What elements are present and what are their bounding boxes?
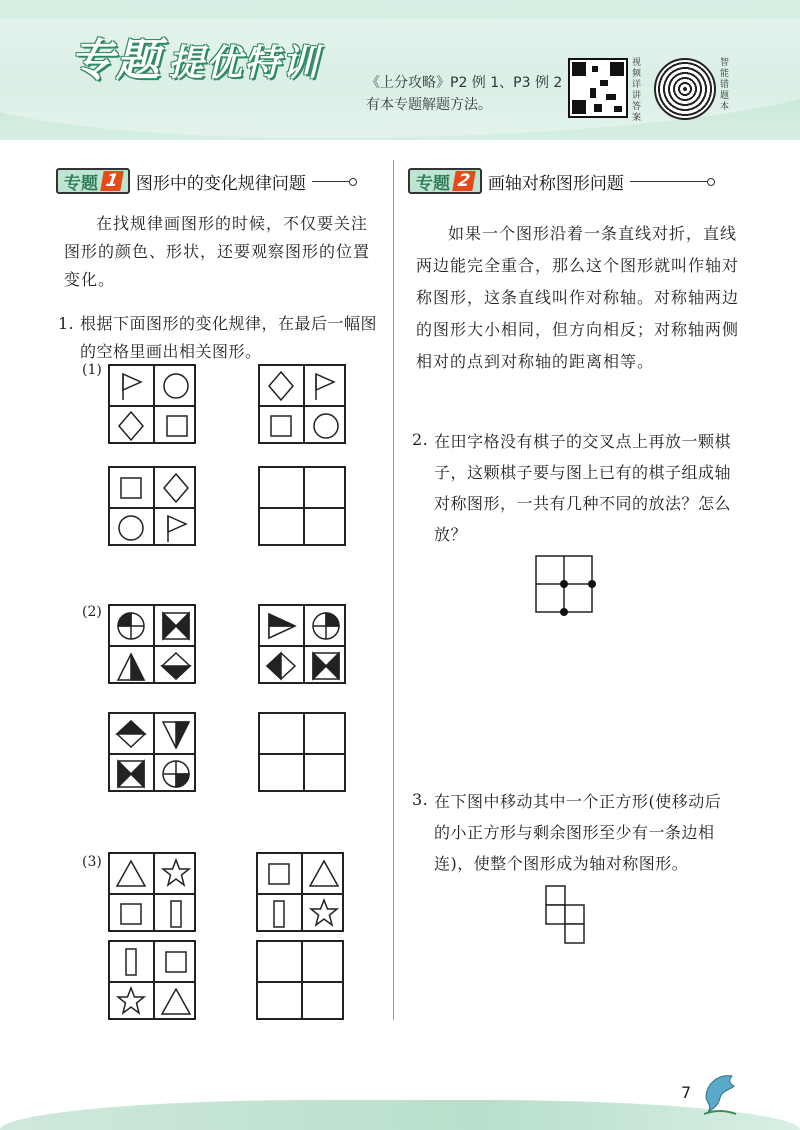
grid-2b — [258, 604, 346, 684]
split-triangle-shape — [269, 614, 295, 638]
topic1-tag — [56, 168, 130, 194]
crossed-square-shape — [163, 613, 189, 639]
star-shape — [163, 860, 189, 885]
footer-band — [0, 1100, 800, 1130]
quarter-circle-shape — [313, 613, 339, 639]
grid-3c — [108, 940, 196, 1020]
square-figure[interactable] — [544, 884, 588, 944]
banner-title — [70, 24, 320, 88]
grid-1c — [108, 466, 196, 546]
topic1-tag-text: 专题 — [64, 173, 98, 194]
triangle-shape — [117, 861, 145, 886]
answer-grid-1[interactable] — [258, 466, 346, 546]
topic1-intro: 在找规律画图形的时候，不仅要关注图形的颜色、形状，还要观察图形的位置变化。 — [64, 214, 371, 289]
small-square — [546, 905, 565, 924]
topic2-num: 2 — [452, 171, 475, 191]
small-square — [546, 886, 565, 905]
rectangle-shape — [274, 901, 284, 927]
small-square — [565, 924, 584, 943]
chess-piece — [588, 580, 596, 588]
square-shape — [121, 478, 141, 498]
grid-1a — [108, 364, 196, 444]
app-label: 智能错题本 — [720, 58, 730, 112]
quarter-circle-shape — [163, 761, 189, 787]
chess-piece — [560, 580, 568, 588]
q1-text: 根据下面图形的变化规律，在最后一幅图的空格里画出相关图形。 — [80, 314, 378, 361]
triangle-shape — [162, 989, 190, 1014]
small-square — [565, 905, 584, 924]
square-shape — [271, 416, 291, 436]
circle-shape — [119, 516, 143, 540]
sub-question-3-label: (3) — [82, 854, 102, 870]
banner-note: 《上分攻略》P2 例 1、P3 例 2 有本专题解题方法。 — [366, 75, 563, 113]
banner-title-main: 专题 — [70, 35, 162, 86]
square-shape — [167, 416, 187, 436]
rectangle-shape — [171, 901, 181, 927]
star-shape — [311, 900, 337, 925]
quarter-circle-shape — [118, 613, 144, 639]
diamond-shape — [119, 412, 143, 440]
answer-grid-3[interactable] — [256, 940, 344, 1020]
column-divider — [393, 160, 394, 1020]
topic2-line — [630, 181, 710, 182]
topic2-title: 画轴对称图形问题 — [487, 173, 624, 194]
topic1-num: 1 — [100, 171, 123, 191]
sub-question-1-label: (1) — [82, 362, 102, 378]
diamond-shape — [164, 474, 188, 502]
crossed-square-shape — [118, 761, 144, 787]
sub-question-2-label: (2) — [82, 604, 102, 620]
q3-number: 3. — [412, 790, 429, 809]
topic2-tag — [408, 168, 482, 194]
flag-shape — [316, 374, 334, 400]
grid-3b — [256, 852, 344, 932]
chess-piece — [560, 608, 568, 616]
diamond-shape — [269, 372, 293, 400]
q2-text: 在田字格没有棋子的交叉点上再放一颗棋子，这颗棋子要与图上已有的棋子组成轴对称图形，一共有几种不同的放法？怎么放？ — [434, 432, 732, 544]
qr-code-icon[interactable] — [568, 58, 628, 118]
topic2-intro: 如果一个图形沿着一条直线对折，直线两边能完全重合，那么这个图形就叫作轴对称图形，这条直线叫作对称轴。对称轴两边的图形大小相同，但方向相反；对称轴两侧相对的点到对称轴的距离相等。 — [416, 224, 740, 371]
grid-1b — [258, 364, 346, 444]
crossed-square-shape — [313, 653, 339, 679]
answer-grid-2[interactable] — [258, 712, 346, 792]
split-triangle-shape — [118, 654, 144, 680]
split-diamond-shape — [162, 653, 190, 679]
topic1-line — [312, 181, 352, 182]
dolphin-icon — [700, 1068, 740, 1118]
topic1-title: 图形中的变化规律问题 — [135, 173, 306, 194]
tianzi-grid-board[interactable] — [530, 552, 600, 618]
square-shape — [166, 952, 186, 972]
q3-text: 在下图中移动其中一个正方形(使移动后的小正方形与剩余图形至少有一条边相连)，使整个图形成为轴对称图形。 — [434, 792, 722, 873]
app-qr-icon[interactable] — [654, 58, 716, 120]
q1-number: 1. — [58, 314, 75, 333]
flag-shape — [123, 374, 141, 400]
topic1-heading — [56, 168, 352, 194]
split-triangle-shape — [163, 722, 189, 748]
page-number: 7 — [681, 1083, 692, 1102]
split-diamond-shape — [267, 653, 295, 679]
grid-3a — [108, 852, 196, 932]
rectangle-shape — [126, 949, 136, 975]
topic2-heading — [408, 168, 710, 194]
split-diamond-shape — [117, 721, 145, 747]
star-shape — [118, 988, 144, 1013]
circle-shape — [314, 414, 338, 438]
triangle-shape — [310, 861, 338, 886]
topic2-tag-text: 专题 — [416, 173, 450, 194]
grid-2a — [108, 604, 196, 684]
square-shape — [269, 864, 289, 884]
header-banner — [0, 0, 800, 140]
banner-title-sub: 提优特训 — [168, 43, 321, 84]
flag-shape — [168, 516, 186, 542]
grid-2c — [108, 712, 196, 792]
qr-label: 视频详讲答案 — [632, 58, 642, 123]
q2-number: 2. — [412, 430, 429, 449]
circle-shape — [164, 374, 188, 398]
square-shape — [121, 904, 141, 924]
